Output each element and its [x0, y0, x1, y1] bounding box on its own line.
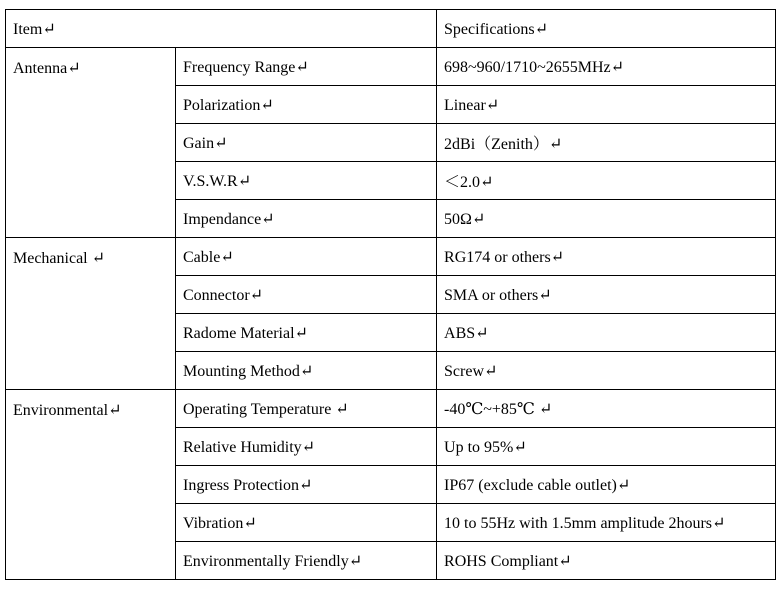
- specification-cell: ABS↵: [437, 314, 776, 352]
- specification-cell: 10 to 55Hz with 1.5mm amplitude 2hours↵: [437, 504, 776, 542]
- specification-cell: Screw↵: [437, 352, 776, 390]
- table-row: [6, 390, 776, 428]
- parameter-cell: Impendance↵: [176, 200, 437, 238]
- specification-cell: RG174 or others↵: [437, 238, 776, 276]
- specification-cell: ＜2.0↵: [437, 162, 776, 200]
- parameter-cell: Cable↵: [176, 238, 437, 276]
- parameter-cell: Operating Temperature ↵: [176, 390, 437, 428]
- specification-cell: ROHS Compliant↵: [437, 542, 776, 580]
- table-row: [6, 238, 776, 276]
- specification-cell: IP67 (exclude cable outlet)↵: [437, 466, 776, 504]
- parameter-cell: Environmentally Friendly↵: [176, 542, 437, 580]
- specifications-table: [5, 9, 776, 580]
- specification-cell: 2dBi（Zenith）↵: [437, 124, 776, 162]
- parameter-cell: Frequency Range↵: [176, 48, 437, 86]
- parameter-cell: Relative Humidity↵: [176, 428, 437, 466]
- specification-cell: Up to 95%↵: [437, 428, 776, 466]
- parameter-cell: Polarization↵: [176, 86, 437, 124]
- header-specifications: Specifications↵: [437, 10, 776, 48]
- parameter-cell: Connector↵: [176, 276, 437, 314]
- specification-cell: -40℃~+85℃ ↵: [437, 390, 776, 428]
- specification-cell: Linear↵: [437, 86, 776, 124]
- parameter-cell: V.S.W.R↵: [176, 162, 437, 200]
- parameter-cell: Vibration↵: [176, 504, 437, 542]
- specification-cell: 698~960/1710~2655MHz↵: [437, 48, 776, 86]
- group-label: Environmental↵: [6, 390, 176, 580]
- header-row: [6, 10, 776, 48]
- table-row: [6, 48, 776, 86]
- header-item: Item↵: [6, 10, 437, 48]
- parameter-cell: Mounting Method↵: [176, 352, 437, 390]
- specification-cell: 50Ω↵: [437, 200, 776, 238]
- parameter-cell: Ingress Protection↵: [176, 466, 437, 504]
- parameter-cell: Radome Material↵: [176, 314, 437, 352]
- group-label: Mechanical ↵: [6, 238, 176, 390]
- parameter-cell: Gain↵: [176, 124, 437, 162]
- specification-cell: SMA or others↵: [437, 276, 776, 314]
- specifications-table-body: [6, 10, 776, 580]
- group-label: Antenna↵: [6, 48, 176, 238]
